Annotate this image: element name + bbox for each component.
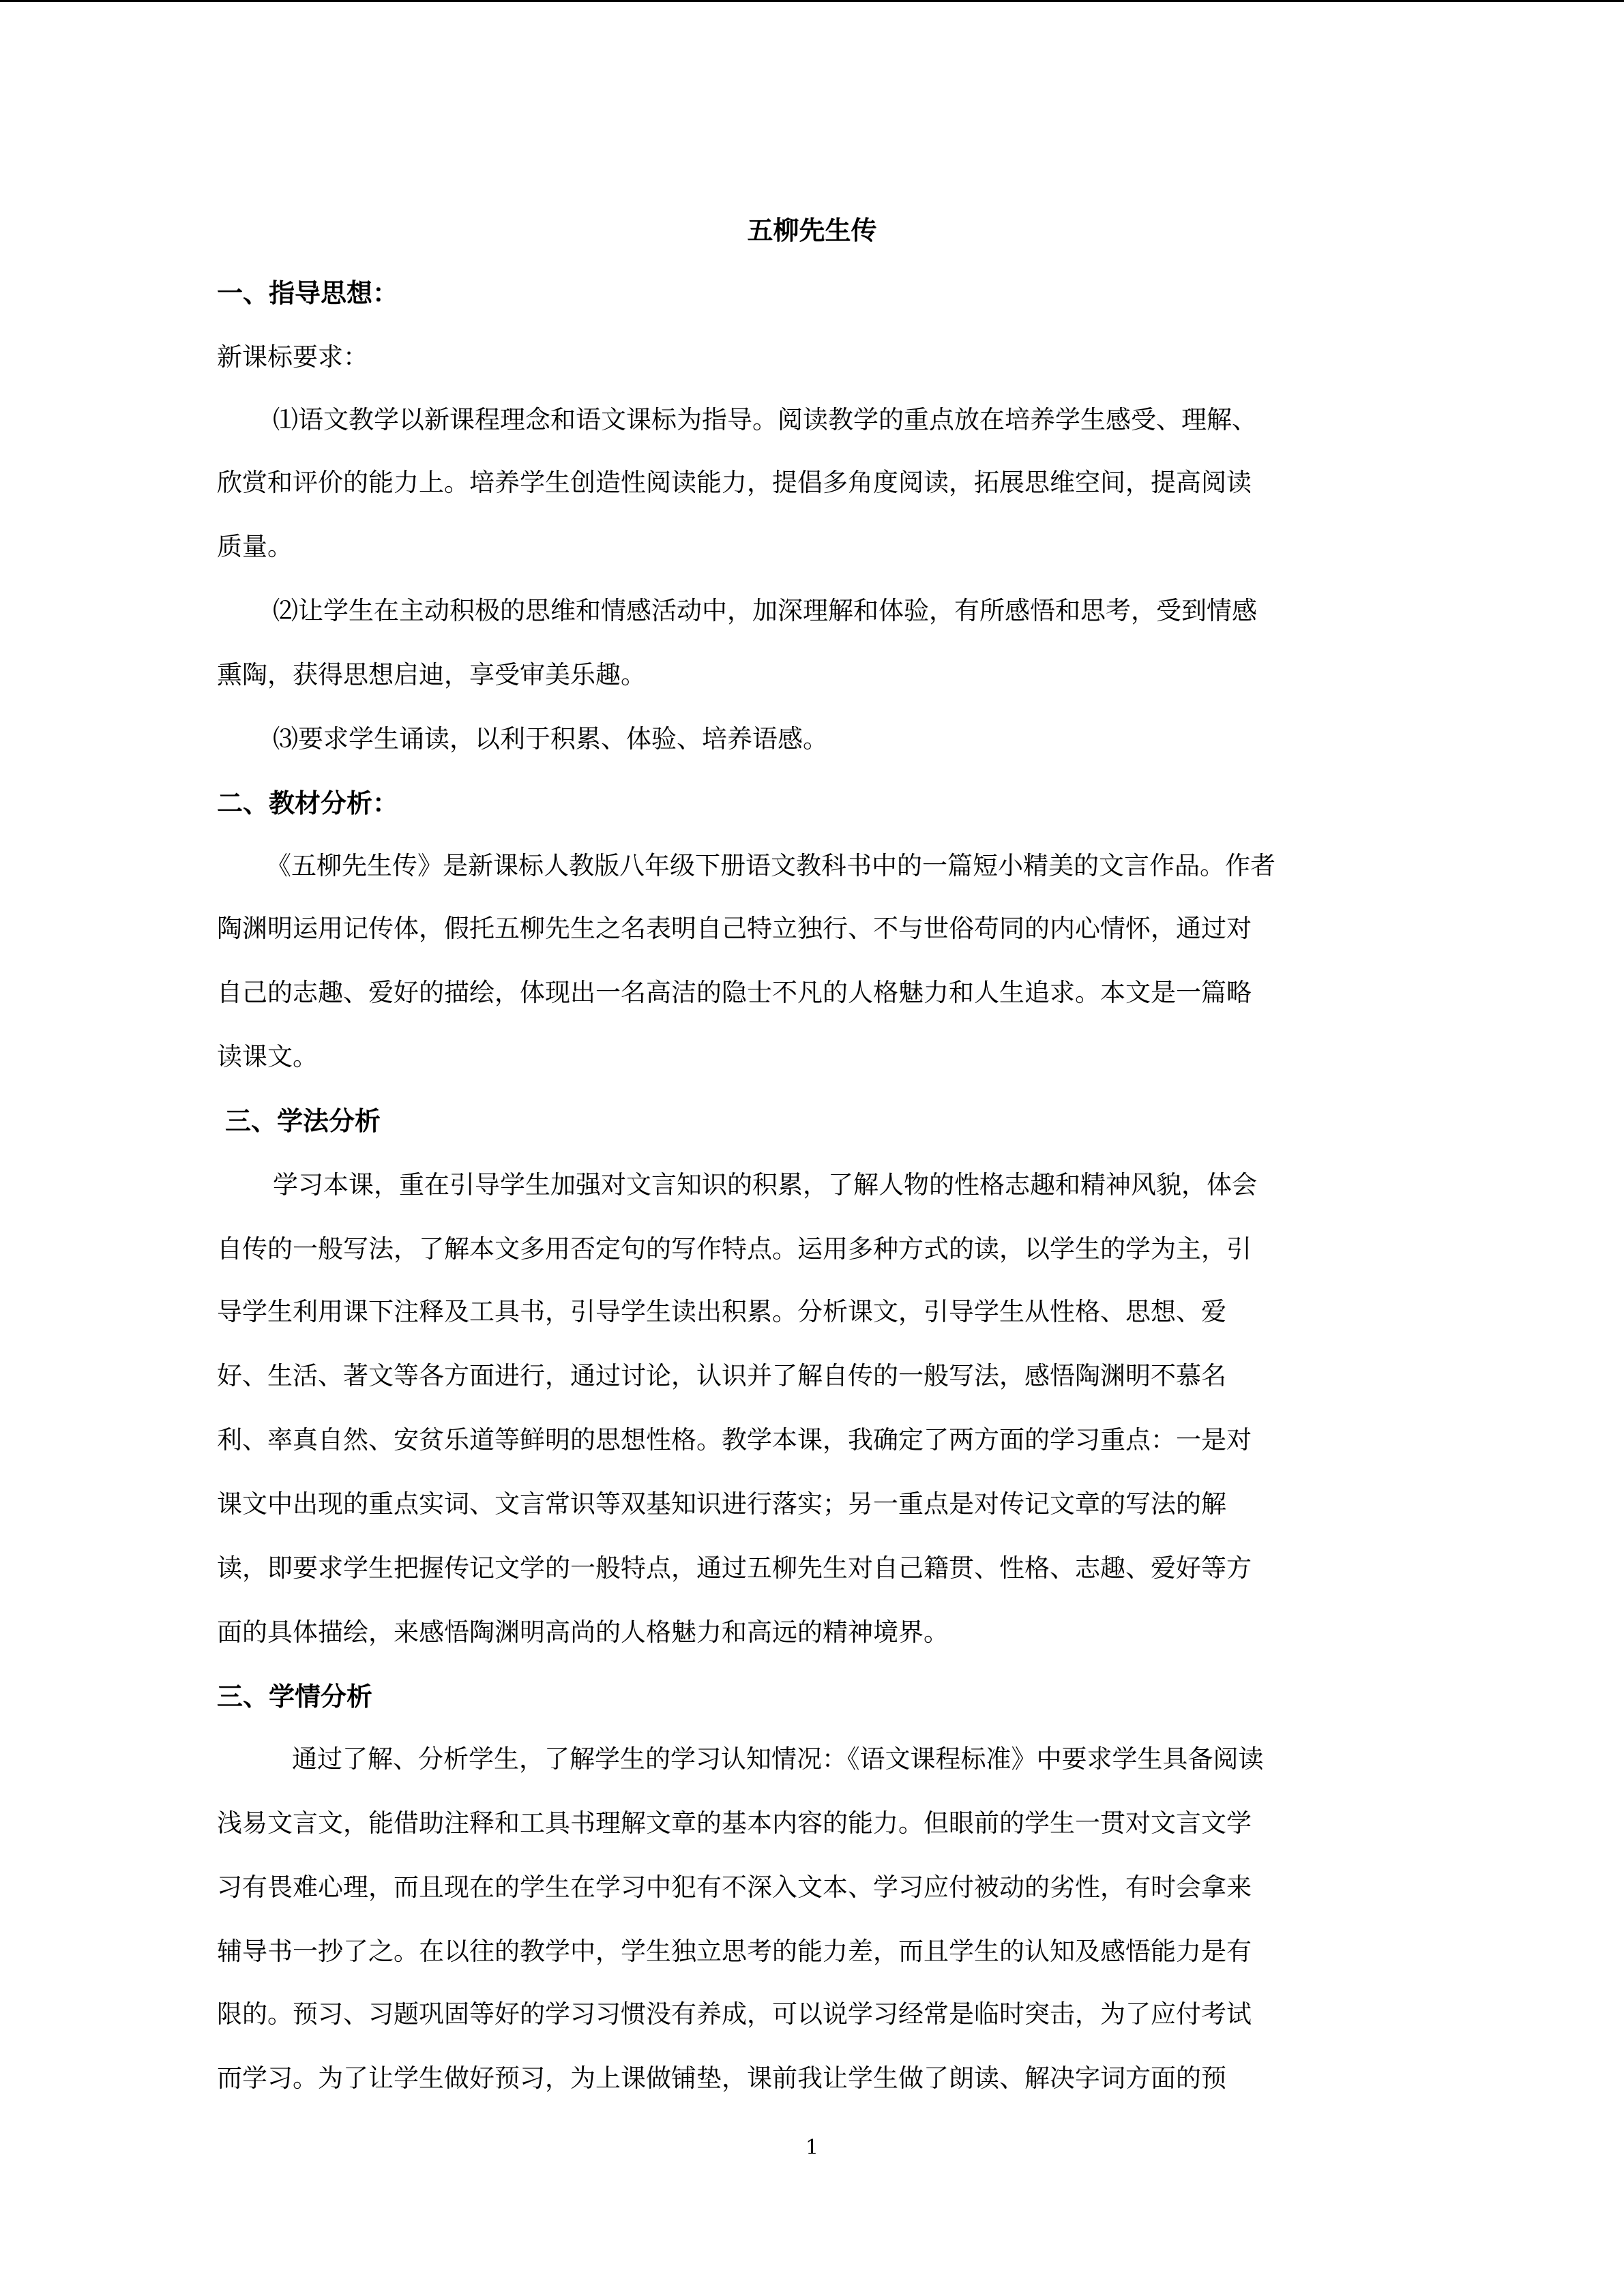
- paragraph-line: 好、生活、著文等各方面进行，通过讨论，认识并了解自传的一般写法，感悟陶渊明不慕名: [217, 1361, 1226, 1390]
- paragraph-line: ⑵让学生在主动积极的思维和情感活动中，加深理解和体验，有所感悟和思考，受到情感: [273, 596, 1257, 625]
- guiding-label: 新课标要求：: [217, 342, 368, 372]
- paragraph-line: 辅导书一抄了之。在以往的教学中，学生独立思考的能力差，而且学生的认知及感悟能力是有: [217, 1937, 1252, 1966]
- paragraph-line: 质量。: [217, 532, 293, 561]
- section-heading-method: 三、学法分析: [225, 1106, 381, 1136]
- paragraph-line: ⑶要求学生诵读，以利于积累、体验、培养语感。: [273, 724, 828, 754]
- paragraph-line: 自传的一般写法，了解本文多用否定句的写作特点。运用多种方式的读，以学生的学为主，引: [217, 1234, 1252, 1264]
- paragraph-line: 熏陶，获得思想启迪，享受审美乐趣。: [217, 660, 646, 689]
- page-number: 1: [805, 2136, 819, 2160]
- document-title: 五柳先生传: [747, 215, 877, 245]
- paragraph-line: 学习本课，重在引导学生加强对文言知识的积累，了解人物的性格志趣和精神风貌，体会: [273, 1170, 1257, 1199]
- paragraph-line: ⑴语文教学以新课程理念和语文课标为指导。阅读教学的重点放在培养学生感受、理解、: [273, 405, 1257, 434]
- paragraph-line: 自己的志趣、爱好的描绘，体现出一名高洁的隐士不凡的人格魅力和人生追求。本文是一篇略: [217, 978, 1252, 1007]
- paragraph-line: 《五柳先生传》是新课标人教版八年级下册语文教科书中的一篇短小精美的文言作品。作者: [266, 851, 1275, 880]
- paragraph-line: 课文中出现的重点实词、文言常识等双基知识进行落实；另一重点是对传记文章的写法的解: [217, 1489, 1226, 1519]
- paragraph-line: 而学习。为了让学生做好预习，为上课做铺垫，课前我让学生做了朗读、解决字词方面的预: [217, 2063, 1226, 2093]
- paragraph-line: 导学生利用课下注释及工具书，引导学生读出积累。分析课文，引导学生从性格、思想、爱: [217, 1297, 1226, 1326]
- section-heading-material: 二、教材分析：: [217, 788, 399, 818]
- paragraph-line: 读课文。: [217, 1042, 318, 1071]
- paragraph-line: 浅易文言文，能借助注释和工具书理解文章的基本内容的能力。但眼前的学生一贯对文言文学: [217, 1808, 1252, 1838]
- section-heading-students: 三、学情分析: [217, 1682, 373, 1712]
- paragraph-line: 利、率真自然、安贫乐道等鲜明的思想性格。教学本课，我确定了两方面的学习重点：一是对: [217, 1425, 1252, 1455]
- paragraph-line: 习有畏难心理，而且现在的学生在学习中犯有不深入文本、学习应付被动的劣性，有时会拿来: [217, 1873, 1252, 1902]
- paragraph-line: 通过了解、分析学生，了解学生的学习认知情况：《语文课程标准》中要求学生具备阅读: [292, 1744, 1264, 1774]
- page-top-border: [0, 0, 1624, 2]
- paragraph-line: 读，即要求学生把握传记文学的一般特点，通过五柳先生对自己籍贯、性格、志趣、爱好等方: [217, 1553, 1252, 1583]
- paragraph-line: 限的。预习、习题巩固等好的学习习惯没有养成，可以说学习经常是临时突击，为了应付考试: [217, 1999, 1252, 2029]
- paragraph-line: 面的具体描绘，来感悟陶渊明高尚的人格魅力和高远的精神境界。: [217, 1617, 949, 1647]
- paragraph-line: 欣赏和评价的能力上。培养学生创造性阅读能力，提倡多角度阅读，拓展思维空间，提高阅读: [217, 468, 1252, 497]
- section-heading-guiding: 一、指导思想：: [217, 278, 399, 308]
- paragraph-line: 陶渊明运用记传体，假托五柳先生之名表明自己特立独行、不与世俗苟同的内心情怀，通过对: [217, 914, 1252, 943]
